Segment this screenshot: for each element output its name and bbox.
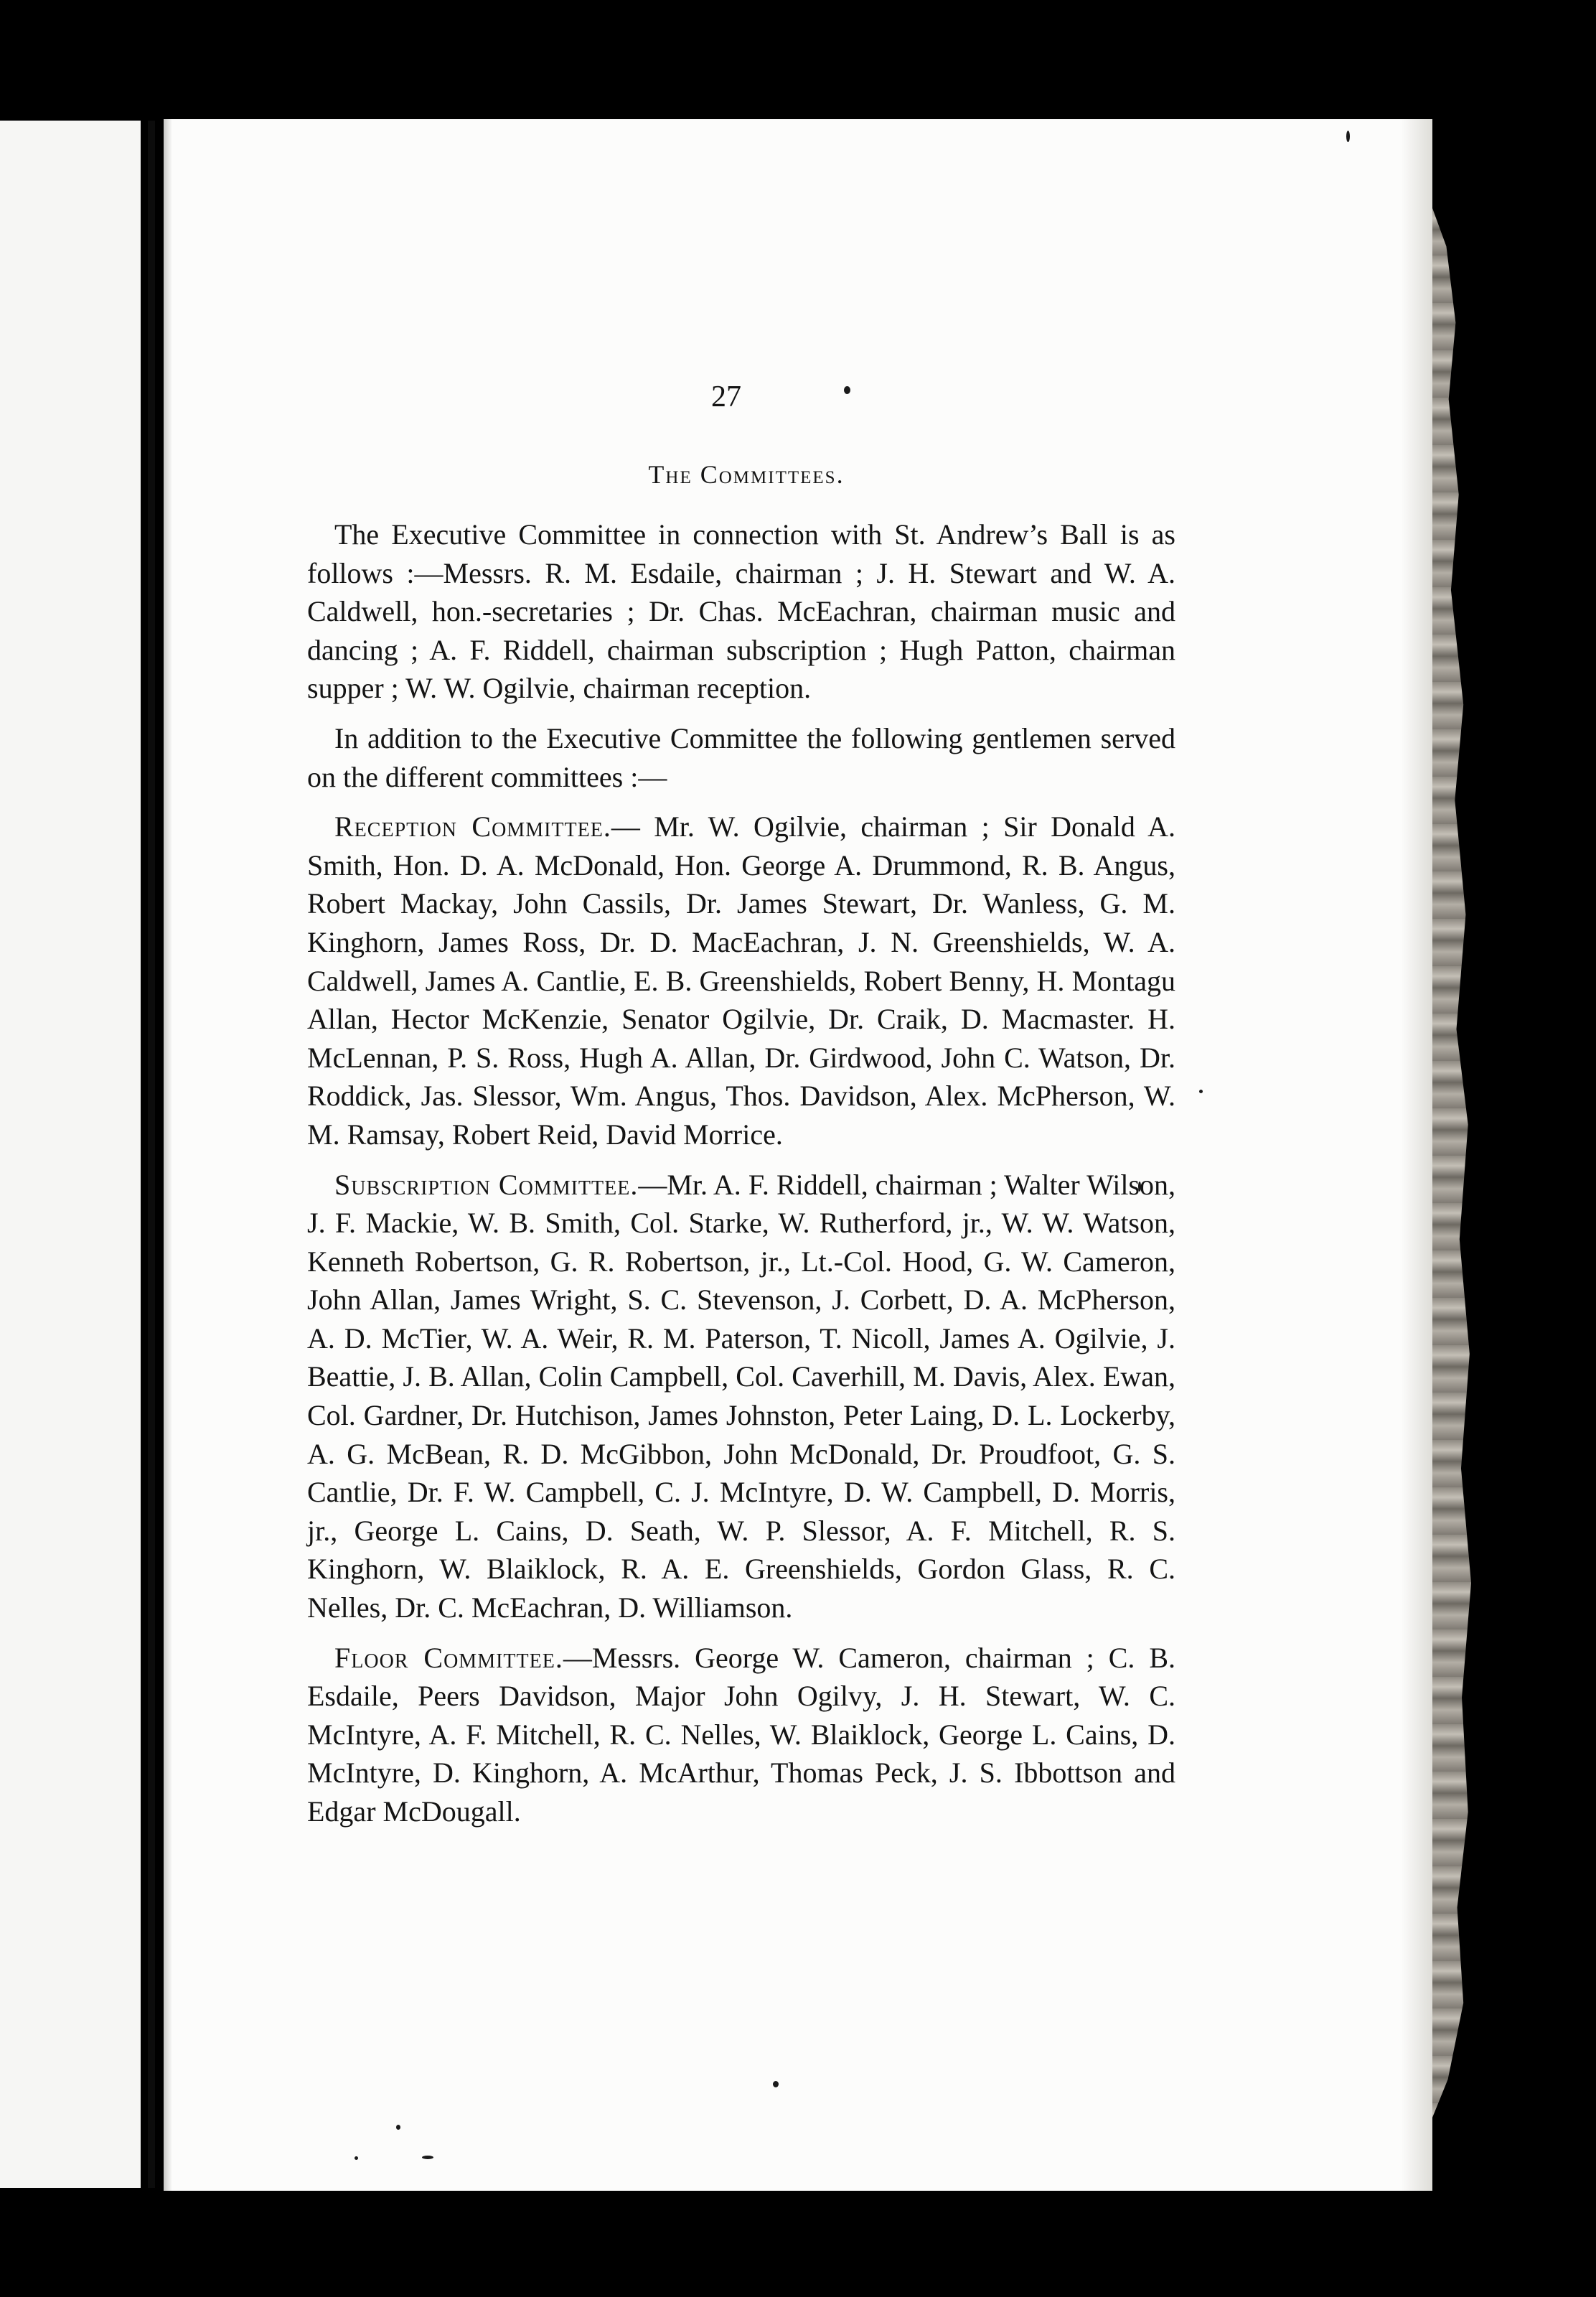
ink-speck xyxy=(1199,1090,1203,1093)
paragraph-floor-committee xyxy=(307,1639,1175,1831)
paragraph-text: —Messrs. George W. Cameron, chairman ; C. B. Esdaile, Peers Davidson, Major John Ogilvy, J. H. Stewart, W. C. McIntyre, A. F. Mitchell, R. C. Nelles, W. Blaiklock, George L. Cains, D. McIntyre, D. Kinghorn, A. McArthur, Thomas Peck, J. S. Ibbottson and Edgar McDougall. xyxy=(307,1641,1175,1828)
section-heading: Subscription Committee. xyxy=(334,1168,639,1201)
ink-speck xyxy=(396,2125,400,2130)
paragraph-executive-committee xyxy=(307,515,1175,708)
paragraph-introduction xyxy=(307,719,1175,796)
facing-page xyxy=(0,121,141,2188)
paragraph-text: The Executive Committee in connection with St. Andrew’s Ball is as follows :—Messrs. R. M. Esdaile, chairman ; J. H. Stewart and W. A. Caldwell, hon.-secretaries ; Dr. Chas. McEachran, chairman music and dancing ; A. F. Riddell, chairman subscription ; Hugh Patton, chairman supper ; W. W. Ogilvie, chairman reception. xyxy=(307,518,1175,705)
page-curl-shadow xyxy=(1401,119,1432,2191)
paragraph-text: — Mr. W. Ogilvie, chairman ; Sir Donald A. Smith, Hon. D. A. McDonald, Hon. George A. Drummond, R. B. Angus, Robert Mackay, John Cassils, Dr. James Stewart, Dr. Wanless, G. M. Kinghorn, James Ross, Dr. D. MacEachran, J. N. Greenshields, W. A. Caldwell, James A. Cantlie, E. B. Greenshields, Robert Benny, H. Montagu Allan, Hector McKenzie, Senator Ogilvie, Dr. Craik, D. Macmaster. H. McLennan, P. S. Ross, Hugh A. Allan, Dr. Girdwood, John C. Watson, Dr. Roddick, Jas. Slessor, Wm. Angus, Thos. Davidson, Alex. McPherson, W. M. Ramsay, Robert Reid, David Morrice. xyxy=(307,810,1175,1151)
gutter-shadow xyxy=(148,121,155,2188)
text-body xyxy=(307,515,1175,1843)
page-title: The Committees. xyxy=(648,460,845,489)
paragraph-subscription-committee xyxy=(307,1166,1175,1627)
paragraph-text: —Mr. A. F. Riddell, chairman ; Walter Wilson, J. F. Mackie, W. B. Smith, Col. Starke, W. Rutherford, jr., W. W. Watson, Kenneth Robertson, G. R. Robertson, jr., Lt.-Col. Hood, G. W. Cameron, John Allan, James Wright, S. C. Stevenson, J. Corbett, D. A. McPherson, A. D. McTier, W. A. Weir, R. M. Paterson, T. Nicoll, James A. Ogilvie, J. Beattie, J. B. Allan, Colin Campbell, Col. Caverhill, M. Davis, Alex. Ewan, Col. Gardner, Dr. Hutchison, James Johnston, Peter Laing, D. L. Lockerby, A. G. McBean, R. D. McGibbon, John McDonald, Dr. Proudfoot, G. S. Cantlie, Dr. F. W. Campbell, C. J. McIntyre, D. W. Campbell, D. Morris, jr., George L. Cains, D. Seath, W. P. Slessor, A. F. Mitchell, R. S. Kinghorn, W. Blaiklock, R. A. E. Greenshields, Gordon Glass, R. C. Nelles, Dr. C. McEachran, D. Williamson. xyxy=(307,1168,1176,1624)
ink-speck xyxy=(422,2156,433,2159)
ink-speck xyxy=(355,2156,358,2160)
section-heading: Floor Committee. xyxy=(334,1641,563,1674)
section-heading: Reception Committee. xyxy=(334,810,611,843)
ink-speck xyxy=(773,2081,779,2087)
paragraph-reception-committee xyxy=(307,808,1175,1154)
ink-speck xyxy=(844,386,850,394)
paragraph-text: In addition to the Executive Committee the following gentlemen served on the different committees :— xyxy=(307,721,1175,793)
torn-page-edge xyxy=(1432,208,1471,2118)
ink-speck xyxy=(1346,131,1350,142)
page-number: 27 xyxy=(711,380,741,413)
page-spine-shadow xyxy=(164,119,172,2191)
